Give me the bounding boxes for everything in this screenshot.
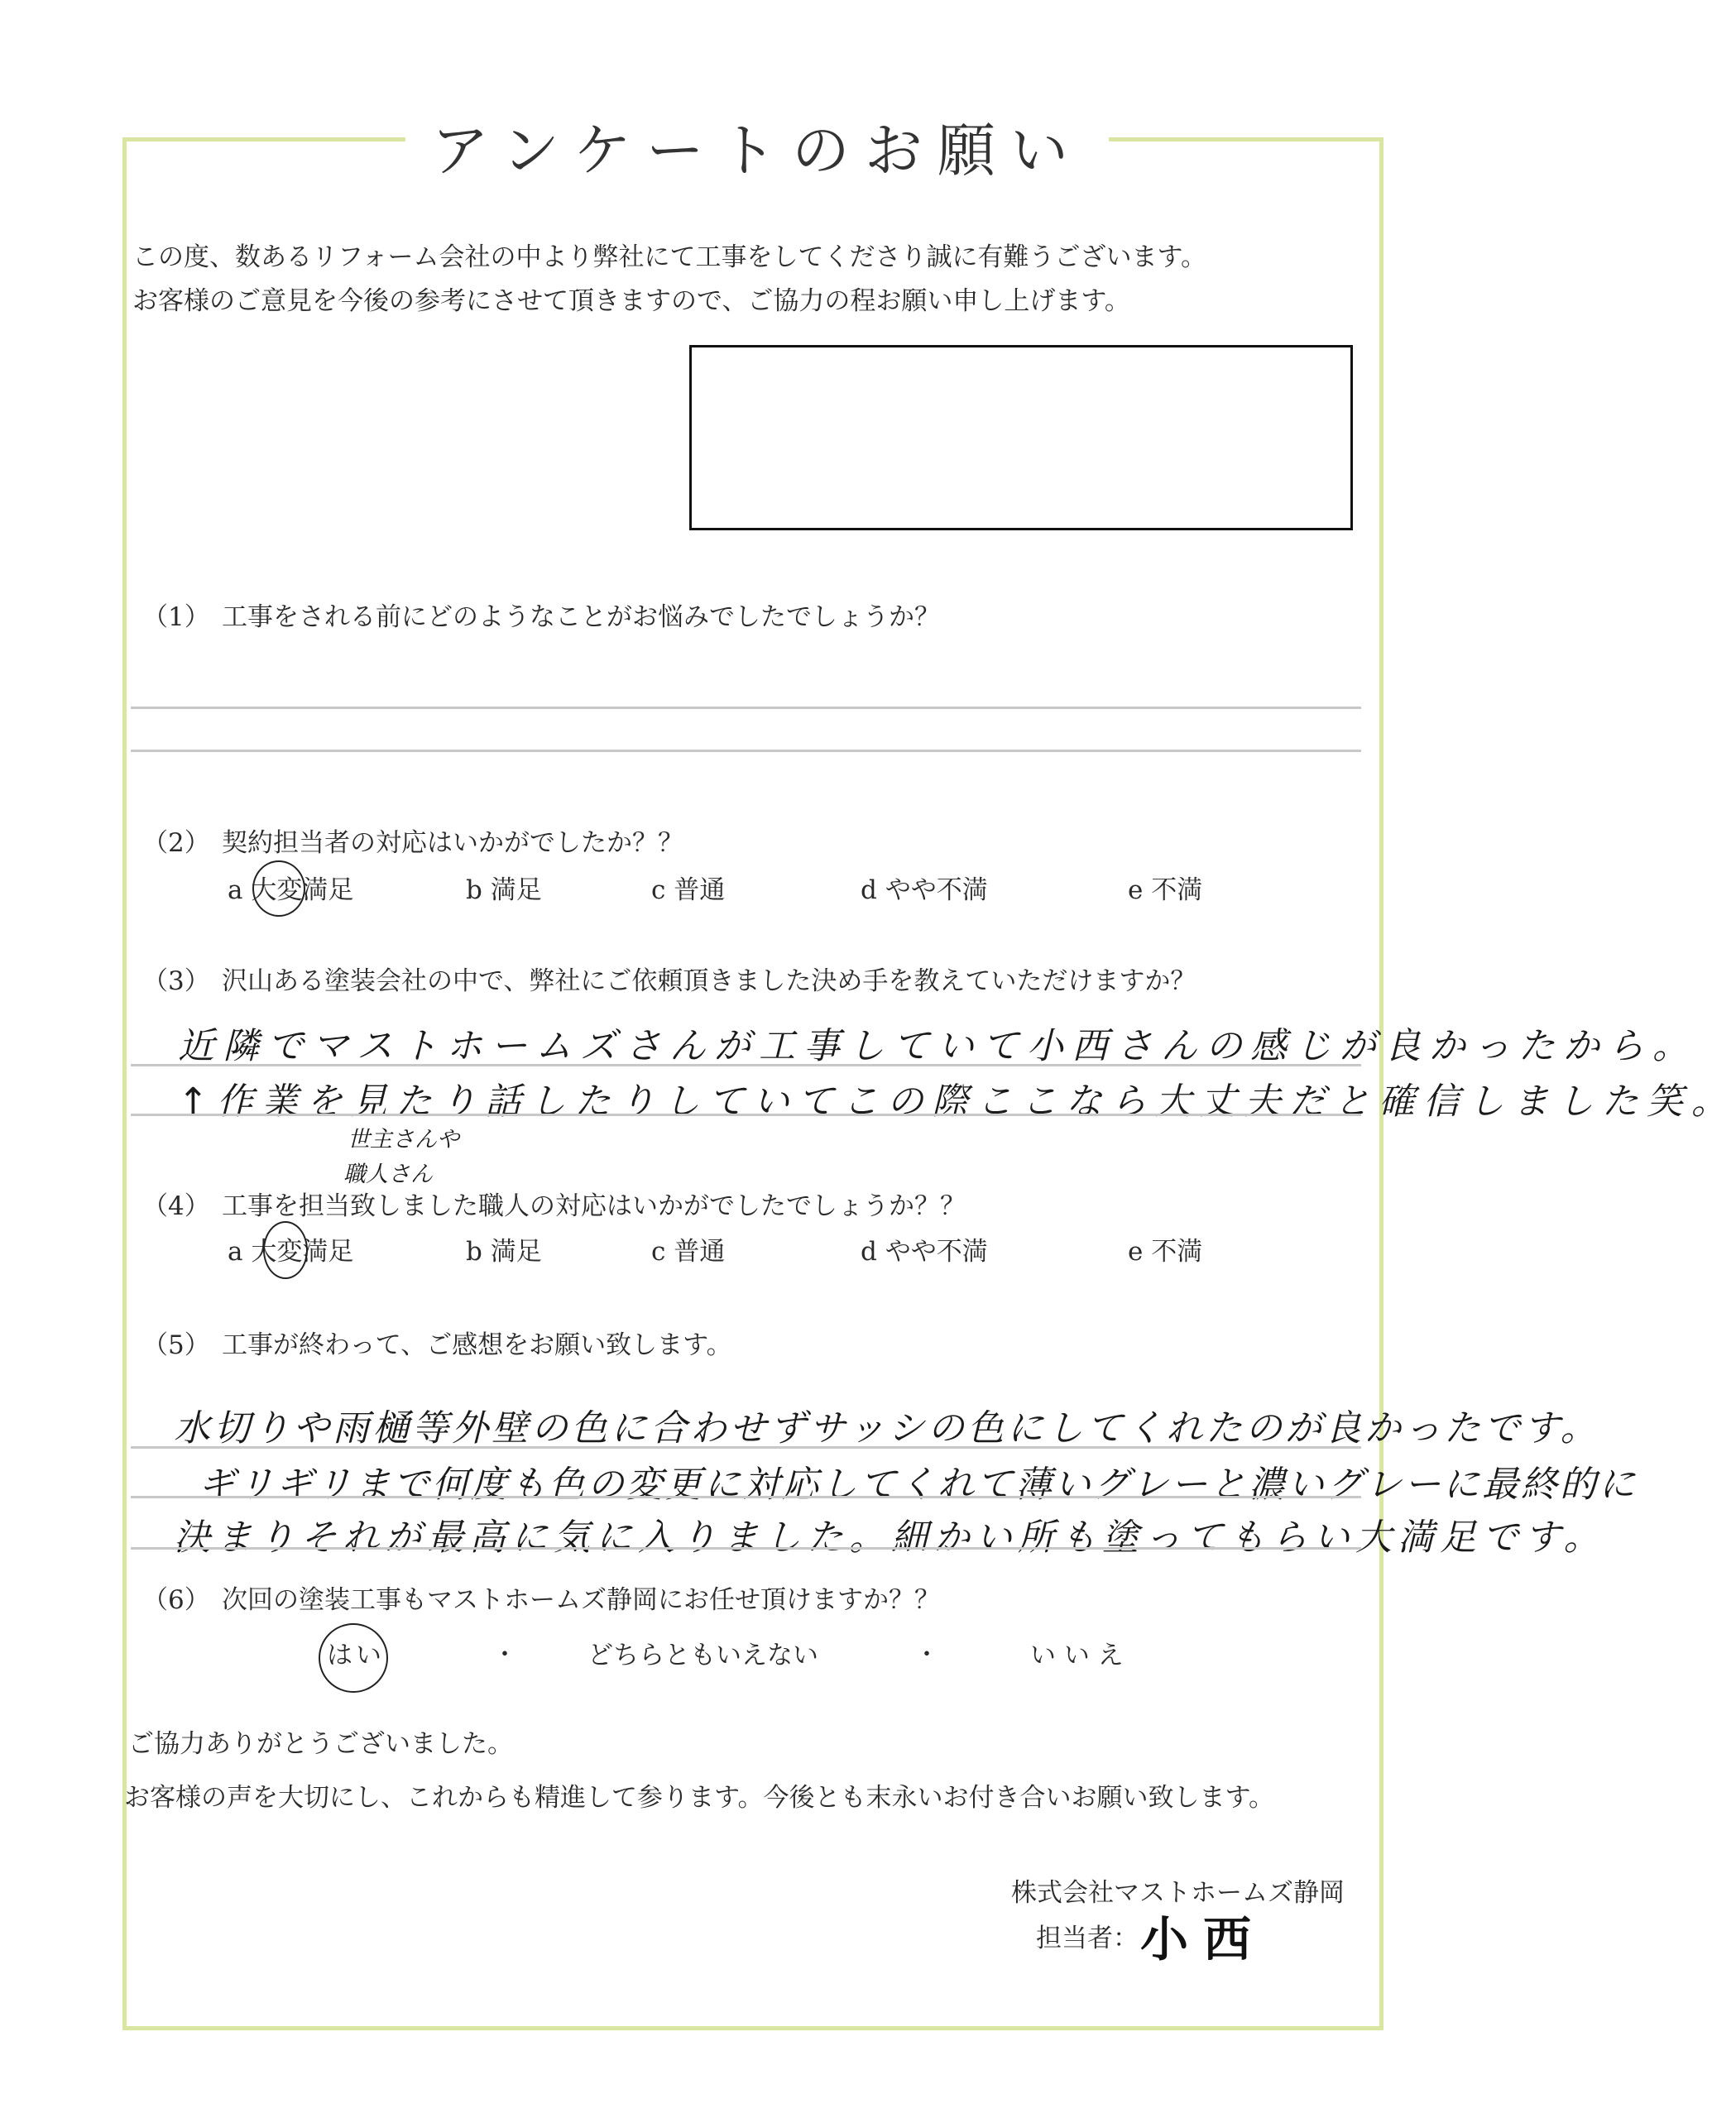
closing-line-2: お客様の声を大切にし、これからも精進して参ります。今後とも末永いお付き合いお願い致します。 <box>124 1783 1275 1813</box>
q6-number: （6） <box>142 1585 210 1615</box>
q6-question: 次回の塗装工事もマストホームズ静岡にお任せ頂けますか？？ <box>222 1585 940 1615</box>
q3-insert-line-2: 職人さん <box>343 1162 433 1187</box>
q6-option-yes[interactable]: はい <box>327 1641 385 1670</box>
q5-rule-3 <box>131 1547 1361 1550</box>
q2-question: 契約担当者の対応はいかがでしたか？？ <box>222 828 683 858</box>
q5-answer-line-3: 決まりそれが最高に気に入りました。細かい所も塗ってもらい大満足です。 <box>174 1517 1606 1559</box>
intro-line-2: お客様のご意見を今後の参考にさせて頂きますので、ご協力の程お願い申し上げます。 <box>132 286 1130 316</box>
customer-info-box <box>689 345 1353 530</box>
q2-option-e[interactable]: e 不満 <box>1128 875 1203 905</box>
q3-answer-line-2: ↑作業を見たり話したりしていてこの際ここなら大丈夫だと確信しました笑。 <box>178 1081 1736 1123</box>
company-name: 株式会社マストホームズ静岡 <box>1011 1878 1345 1908</box>
q4-option-c[interactable]: c 普通 <box>651 1237 726 1267</box>
q1-number: （1） <box>142 602 210 632</box>
q5-rule-2 <box>131 1496 1361 1498</box>
q3-question: 沢山ある塗装会社の中で、弊社にご依頼頂きました決め手を教えていただけますか？ <box>222 966 1196 996</box>
q1-question: 工事をされる前にどのようなことがお悩みでしたでしょうか？ <box>222 602 940 632</box>
q3-rule-1 <box>131 1064 1361 1066</box>
staff-signature: 小西 <box>1140 1911 1267 1967</box>
q1-answer-line-2 <box>131 750 1361 752</box>
closing-line-1: ご協力ありがとうございました。 <box>128 1729 513 1759</box>
q3-insert-line-1: 世主さんや <box>348 1127 459 1152</box>
q4-option-d[interactable]: d やや不満 <box>861 1237 988 1267</box>
q3-answer-line-1: 近隣でマストホームズさんが工事していて小西さんの感じが良かったから。 <box>178 1025 1697 1067</box>
q2-option-d[interactable]: d やや不満 <box>861 875 988 905</box>
staff-label: 担当者： <box>1036 1924 1139 1953</box>
q4-option-b[interactable]: b 満足 <box>466 1237 542 1267</box>
q4-question: 工事を担当致しました職人の対応はいかがでしたでしょうか？？ <box>222 1191 966 1221</box>
intro-line-1: この度、数あるリフォーム会社の中より弊社にて工事をしてくださり誠に有難うございます。 <box>132 242 1206 272</box>
q1-answer-line-1 <box>131 707 1361 709</box>
q6-separator-1: ・ <box>492 1641 517 1670</box>
q6-separator-2: ・ <box>914 1641 939 1670</box>
q4-option-e[interactable]: e 不満 <box>1128 1237 1203 1267</box>
q2-option-c[interactable]: c 普通 <box>651 875 726 905</box>
q6-option-neither[interactable]: どちらともいえない <box>587 1641 818 1670</box>
q3-rule-2 <box>131 1114 1361 1116</box>
q3-number: （3） <box>142 966 210 996</box>
q2-selection-circle <box>252 860 305 917</box>
q5-number: （5） <box>142 1330 210 1360</box>
q5-question: 工事が終わって、ご感想をお願い致します。 <box>222 1330 732 1360</box>
q5-answer-line-2: ギリギリまで何度も色の変更に対応してくれて薄いグレーと濃いグレーに最終的に <box>199 1464 1638 1506</box>
q4-option-a[interactable]: a 大変満足 <box>228 1237 354 1267</box>
q6-selection-circle <box>319 1623 388 1693</box>
q5-rule-1 <box>131 1446 1361 1449</box>
page-title: アンケートのお願い <box>431 117 1083 184</box>
q4-number: （4） <box>142 1191 210 1221</box>
q4-selection-circle <box>263 1221 308 1279</box>
q2-option-b[interactable]: b 満足 <box>466 875 542 905</box>
q2-number: （2） <box>142 828 210 858</box>
q5-answer-line-1: 水切りや雨樋等外壁の色に合わせずサッシの色にしてくれたのが良かったです。 <box>174 1407 1600 1450</box>
q6-option-no[interactable]: い い え <box>1030 1641 1124 1670</box>
q2-option-a[interactable]: a 大変満足 <box>228 875 354 905</box>
